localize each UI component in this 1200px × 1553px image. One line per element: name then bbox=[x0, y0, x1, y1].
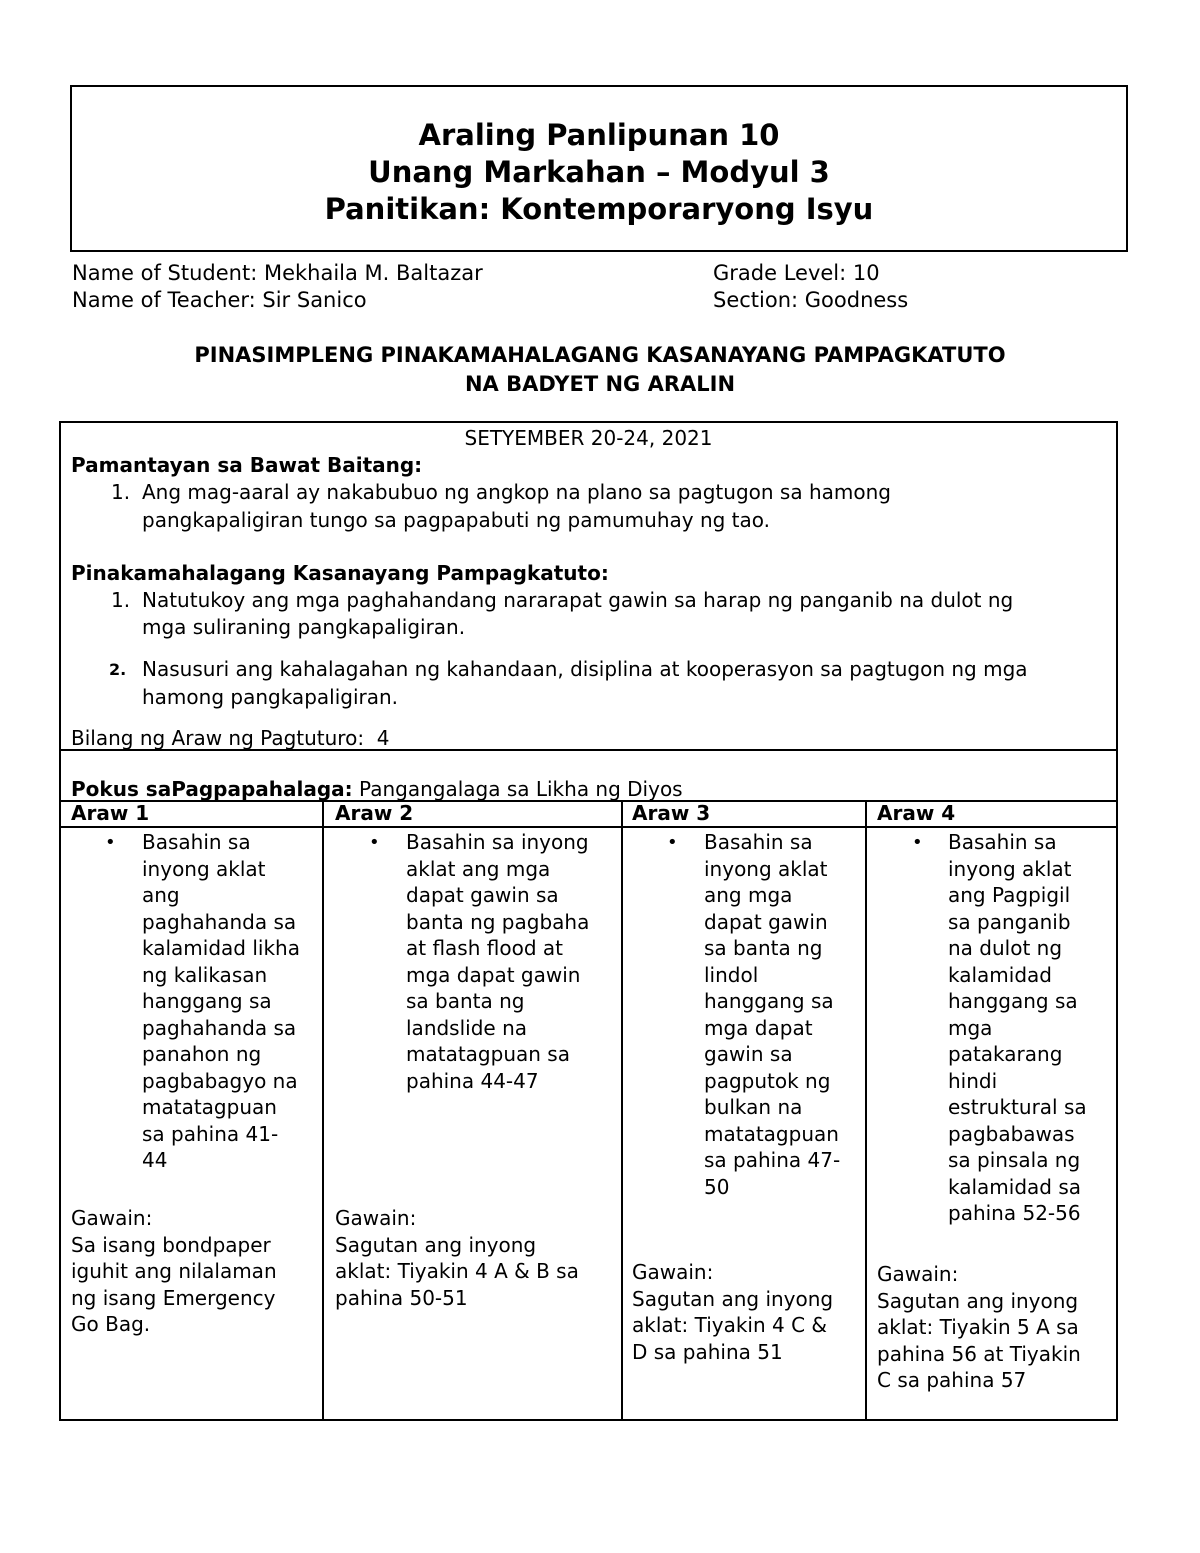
day-3-gawain-line: D sa pahina 51 bbox=[632, 1339, 783, 1364]
day-1-reading-line: sa pahina 41- bbox=[142, 1121, 279, 1146]
day-2-reading-line: matatagpuan sa bbox=[406, 1042, 570, 1066]
day-1-reading-line: kalamidad likha bbox=[142, 936, 300, 960]
column-divider-2 bbox=[621, 800, 623, 1421]
day-4-reading-line: mga bbox=[948, 1015, 993, 1040]
day-3-reading-line: inyong aklat bbox=[704, 856, 828, 881]
day-2-gawain-line: pahina 50-51 bbox=[335, 1285, 468, 1310]
day-4-reading-line: kalamidad sa bbox=[948, 1174, 1082, 1199]
day-3-reading-line: Basahin sa bbox=[704, 830, 813, 854]
doc-heading-line2: NA BADYET NG ARALIN bbox=[464, 372, 736, 396]
day-3-header: Araw 3 bbox=[632, 801, 711, 825]
day-4-gawain-line: Sagutan ang inyong bbox=[877, 1288, 1079, 1313]
teaching-days bbox=[71, 725, 390, 752]
day-3-gawain-label: Gawain: bbox=[632, 1260, 714, 1284]
day-1-reading-line: ng kalikasan bbox=[142, 962, 268, 987]
day-2-header: Araw 2 bbox=[335, 801, 414, 825]
day-1-gawain-line: iguhit ang nilalaman bbox=[71, 1259, 277, 1283]
day-4-reading-line: inyong aklat bbox=[948, 856, 1072, 881]
day-1-reading-line: 44 bbox=[142, 1148, 168, 1172]
day-3-reading-line: gawin sa bbox=[704, 1042, 793, 1066]
day-3-reading-line: sa banta ng bbox=[704, 936, 823, 960]
day-3-reading-line: matatagpuan bbox=[704, 1121, 839, 1146]
day-2-gawain-line: aklat: Tiyakin 4 A & B sa bbox=[335, 1259, 579, 1283]
day-1-gawain-line: Sa isang bondpaper bbox=[71, 1232, 271, 1257]
day-3-reading-line: pagputok ng bbox=[704, 1068, 831, 1093]
day-4-reading-line: sa pinsala ng bbox=[948, 1148, 1081, 1172]
day-4-reading-line: sa panganib bbox=[948, 909, 1071, 934]
competency-1-line1: Natutukoy ang mga paghahandang nararapat gawin sa harap ng panganib na dulot ng bbox=[142, 588, 1014, 612]
day-4-activity bbox=[877, 1261, 1081, 1394]
day-4-reading-line: hanggang sa bbox=[948, 989, 1078, 1013]
day-2-reading-line: mga dapat gawin bbox=[406, 962, 581, 987]
day-4-bullet-icon: • bbox=[912, 832, 923, 853]
grade-level: Grade Level: 10 bbox=[713, 261, 880, 285]
day-1-gawain-label: Gawain: bbox=[71, 1206, 153, 1230]
teaching-days-value: 4 bbox=[376, 726, 390, 750]
day-2-gawain-line: Sagutan ang inyong bbox=[335, 1232, 537, 1257]
day-3-reading-line: dapat gawin bbox=[704, 909, 828, 934]
competency-2-number: 2. bbox=[109, 660, 127, 679]
day-4-gawain-line: C sa pahina 57 bbox=[877, 1368, 1027, 1392]
day-2-reading-line: aklat ang mga bbox=[406, 856, 551, 881]
day-1-header: Araw 1 bbox=[71, 801, 150, 825]
value-focus bbox=[71, 776, 683, 803]
standard-label: Pamantayan sa Bawat Baitang: bbox=[71, 453, 423, 477]
day-4-gawain-line: pahina 56 at Tiyakin bbox=[877, 1341, 1081, 1366]
day-3-gawain-line: Sagutan ang inyong bbox=[632, 1286, 834, 1311]
day-3-reading-line: hanggang sa bbox=[704, 989, 834, 1013]
day-4-reading-line: na dulot ng bbox=[948, 936, 1063, 960]
day-2-reading-line: pahina 44-47 bbox=[406, 1068, 539, 1093]
day-2-gawain-label: Gawain: bbox=[335, 1206, 417, 1230]
day-3-reading bbox=[704, 829, 840, 1200]
day-3-reading-line: sa pahina 47- bbox=[704, 1148, 841, 1172]
day-4-reading-line: Basahin sa bbox=[948, 830, 1057, 854]
doc-heading-line1: PINASIMPLENG PINAKAMAHALAGANG KASANAYANG PAMPAGKATUTO bbox=[194, 343, 1006, 367]
student-name: Name of Student: Mekhaila M. Baltazar bbox=[72, 261, 483, 285]
day-1-reading-line: pagbabagyo na bbox=[142, 1068, 298, 1093]
module-title: Unang Markahan – Modyul 3 bbox=[368, 155, 830, 189]
day-2-reading-line: dapat gawin sa bbox=[406, 883, 559, 907]
subject-title: Araling Panlipunan 10 bbox=[418, 118, 780, 152]
teaching-days-label: Bilang ng Araw ng Pagtuturo: bbox=[71, 726, 365, 750]
day-2-reading-line: banta ng pagbaha bbox=[406, 909, 590, 934]
day-1-reading-line: paghahanda sa bbox=[142, 909, 297, 934]
section: Section: Goodness bbox=[713, 288, 909, 312]
day-1-reading-line: inyong aklat bbox=[142, 856, 266, 881]
divider-top bbox=[61, 749, 1116, 751]
day-3-reading-line: mga dapat bbox=[704, 1015, 813, 1040]
day-3-bullet-icon: • bbox=[667, 832, 678, 853]
day-2-reading-line: Basahin sa inyong bbox=[406, 830, 589, 854]
day-3-gawain-line: aklat: Tiyakin 4 C & bbox=[632, 1313, 828, 1337]
day-2-activity bbox=[335, 1205, 579, 1311]
day-4-reading-line: estruktural sa bbox=[948, 1095, 1087, 1119]
day-4-reading bbox=[948, 829, 1087, 1227]
day-1-gawain-line: Go Bag. bbox=[71, 1312, 151, 1336]
day-4-header: Araw 4 bbox=[877, 801, 956, 825]
day-3-activity bbox=[632, 1259, 833, 1365]
standard-text-line1: Ang mag-aaral ay nakabubuo ng angkop na plano sa pagtugon sa hamong bbox=[142, 480, 891, 504]
day-1-reading-line: Basahin sa bbox=[142, 830, 251, 854]
divider-days-header bbox=[61, 826, 1116, 828]
day-4-gawain-line: aklat: Tiyakin 5 A sa bbox=[877, 1315, 1079, 1339]
day-3-reading-line: lindol bbox=[704, 962, 759, 987]
day-4-gawain-label: Gawain: bbox=[877, 1262, 959, 1286]
day-2-reading-line: at flash flood at bbox=[406, 936, 563, 960]
day-3-reading-line: ang mga bbox=[704, 883, 793, 907]
day-1-reading-line: ang bbox=[142, 883, 180, 907]
day-4-reading-line: ang Pagpigil bbox=[948, 883, 1071, 907]
day-3-reading-line: 50 bbox=[704, 1174, 730, 1199]
competency-1-line2: mga suliraning pangkapaligiran. bbox=[142, 615, 466, 639]
divider-days-top bbox=[61, 800, 1116, 802]
day-1-gawain-line: ng isang Emergency bbox=[71, 1285, 276, 1310]
day-4-reading-line: kalamidad bbox=[948, 962, 1052, 987]
day-2-reading bbox=[406, 829, 589, 1094]
day-1-reading-line: matatagpuan bbox=[142, 1095, 277, 1119]
day-2-bullet-icon: • bbox=[369, 832, 380, 853]
title-box bbox=[70, 85, 1128, 252]
day-1-reading-line: hanggang sa bbox=[142, 989, 272, 1013]
competency-1-number: 1. bbox=[111, 588, 131, 612]
day-1-reading-line: paghahanda sa bbox=[142, 1015, 297, 1040]
day-1-reading bbox=[142, 829, 300, 1174]
column-divider-3 bbox=[865, 800, 867, 1421]
topic-title: Panitikan: Kontemporaryong Isyu bbox=[324, 192, 874, 226]
day-2-reading-line: sa banta ng bbox=[406, 989, 525, 1013]
value-focus-value: Pangangalaga sa Likha ng Diyos bbox=[359, 777, 683, 801]
day-4-reading-line: pahina 52-56 bbox=[948, 1201, 1081, 1225]
competency-label: Pinakamahalagang Kasanayang Pampagkatuto: bbox=[71, 561, 609, 585]
date-range: SETYEMBER 20-24, 2021 bbox=[464, 426, 713, 450]
column-divider-1 bbox=[322, 800, 324, 1421]
competency-2-line1: Nasusuri ang kahalagahan ng kahandaan, disiplina at kooperasyon sa pagtugon ng mga bbox=[142, 657, 1028, 681]
day-4-reading-line: patakarang bbox=[948, 1042, 1063, 1066]
lesson-plan-table bbox=[59, 421, 1118, 1421]
day-1-bullet-icon: • bbox=[105, 832, 116, 853]
day-4-reading-line: hindi bbox=[948, 1068, 998, 1093]
teacher-name: Name of Teacher: Sir Sanico bbox=[72, 288, 367, 312]
day-1-reading-line: panahon ng bbox=[142, 1042, 262, 1066]
standard-number: 1. bbox=[111, 480, 131, 504]
value-focus-label: Pokus saPagpapahalaga: bbox=[71, 777, 353, 801]
competency-2-line2: hamong pangkapaligiran. bbox=[142, 685, 399, 709]
day-1-activity bbox=[71, 1205, 277, 1338]
day-3-reading-line: bulkan na bbox=[704, 1095, 803, 1119]
standard-text-line2: pangkapaligiran tungo sa pagpapabuti ng pamumuhay ng tao. bbox=[142, 508, 771, 532]
day-2-reading-line: landslide na bbox=[406, 1015, 528, 1040]
day-4-reading-line: pagbabawas bbox=[948, 1121, 1075, 1146]
